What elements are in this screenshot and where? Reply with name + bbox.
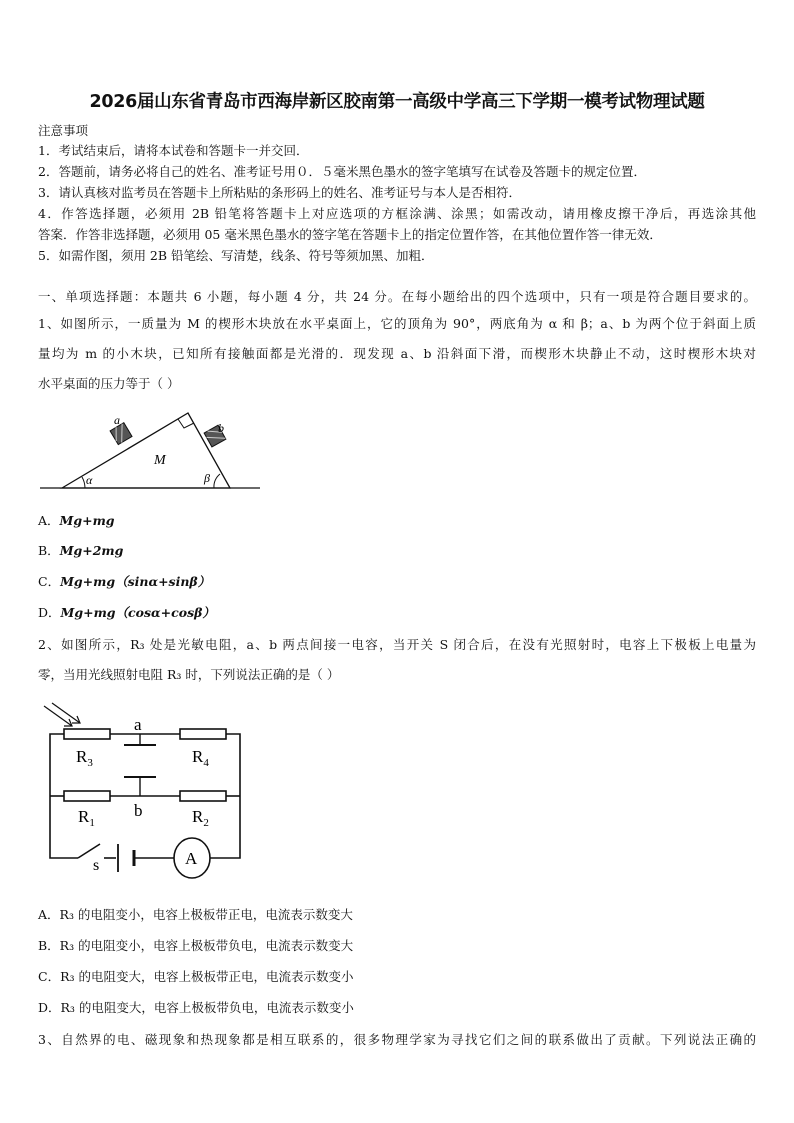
q3-line-1: 3、自然界的电、磁现象和热现象都是相互联系的，很多物理学家为寻找它们之间的联系做出了贡献。下列说法正确的 <box>38 1032 756 1047</box>
label-switch: s <box>93 857 100 874</box>
circuit-figure <box>38 698 248 882</box>
q2-line-2: 零，当用光线照射电阻 R₃ 时，下列说法正确的是（ ） <box>38 667 340 682</box>
label-a: a <box>134 715 142 734</box>
q1-option-c-text: Mg+mg（sinα+sinβ） <box>60 574 211 589</box>
label-beta: β <box>204 471 210 485</box>
section-heading: 一、单项选择题：本题共 6 小题，每小题 4 分，共 24 分。在每小题给出的四个选项中，只有一项是符合题目要求的。 <box>38 289 756 304</box>
notice-item-3: 3．请认真核对监考员在答题卡上所粘贴的条形码上的姓名、准考证号与本人是否相符． <box>38 185 521 200</box>
q1-option-a-text: Mg+mg <box>59 513 115 528</box>
q2-option-c: C．R₃ 的电阻变大，电容上极板带正电，电流表示数变小 <box>38 969 354 984</box>
label-r3: $R_3$ <box>76 747 93 769</box>
label-a: a <box>114 413 120 427</box>
notice-item-2: 2．答题前，请务必将自己的姓名、准考证号用０．５毫米黑色墨水的签字笔填写在试卷及答题卡的规定位置． <box>38 164 646 179</box>
q1-option-d-key: D． <box>38 605 61 620</box>
q1-option-c-key: C． <box>38 574 61 589</box>
notice-item-4-cont: 答案．作答非选择题，必须用 05 毫米黑色墨水的签字笔在答题卡上的指定位置作答，在其他位置作答一律无效． <box>38 227 662 242</box>
label-alpha: α <box>86 473 93 487</box>
q1-line-2: 量均为 m 的小木块，已知所有接触面都是光滑的．现发现 a、b 沿斜面下滑，而楔形木块静止不动，这时楔形木块对 <box>38 346 756 361</box>
switch-blade <box>78 844 100 858</box>
resistor-r3 <box>64 729 110 739</box>
q1-option-b <box>38 541 123 559</box>
q1-option-b-text: Mg+2mg <box>59 543 124 558</box>
wedge-figure <box>38 404 264 496</box>
q1-option-d-text: Mg+mg（cosα+cosβ） <box>60 605 215 620</box>
q1-line-1: 1、如图所示，一质量为 M 的楔形木块放在水平桌面上，它的顶角为 90°，两底角为 α 和 β；a、b 为两个位于斜面上质 <box>38 316 756 331</box>
beta-arc <box>214 474 220 488</box>
q1-option-c <box>38 572 210 590</box>
light-arrows <box>44 703 80 726</box>
alpha-arc <box>82 477 85 488</box>
q2-line-1: 2、如图所示，R₃ 处是光敏电阻，a、b 两点间接一电容，当开关 S 闭合后，在没有光照射时，电容上下极板上电量为 <box>38 637 756 652</box>
q1-option-b-key: B． <box>38 543 60 558</box>
label-r4: $R_4$ <box>192 747 209 769</box>
resistor-r2 <box>180 791 226 801</box>
notice-item-4: 4．作答选择题，必须用 2B 铅笔将答题卡上对应选项的方框涂满、涂黑；如需改动，请用橡皮擦干净后，再选涂其他 <box>38 206 756 221</box>
q1-option-d <box>38 603 215 621</box>
label-r2: $R_2$ <box>192 807 209 829</box>
notice-heading: 注意事项 <box>38 123 89 138</box>
page-title: 2026届山东省青岛市西海岸新区胶南第一高级中学高三下学期一模考试物理试题 <box>89 92 705 112</box>
label-ammeter: A <box>185 849 198 868</box>
q2-option-d: D．R₃ 的电阻变大，电容上极板带负电，电流表示数变小 <box>38 1000 354 1015</box>
label-r1: $R_1$ <box>78 807 95 829</box>
label-b: b <box>134 801 143 820</box>
q1-option-a-key: A． <box>38 513 60 528</box>
label-M: M <box>154 453 166 468</box>
q1-option-a <box>38 511 115 529</box>
notice-item-5: 5．如需作图，须用 2B 铅笔绘、写清楚，线条、符号等须加黑、加粗． <box>38 248 434 263</box>
q2-option-b: B．R₃ 的电阻变小，电容上极板带负电，电流表示数变大 <box>38 938 354 953</box>
resistor-r4 <box>180 729 226 739</box>
resistor-r1 <box>64 791 110 801</box>
label-b: b <box>218 421 224 435</box>
q1-line-3: 水平桌面的压力等于（ ） <box>38 376 180 391</box>
q2-option-a: A．R₃ 的电阻变小，电容上极板带正电，电流表示数变大 <box>38 907 353 922</box>
notice-item-1: 1．考试结束后，请将本试卷和答题卡一并交回． <box>38 143 309 158</box>
